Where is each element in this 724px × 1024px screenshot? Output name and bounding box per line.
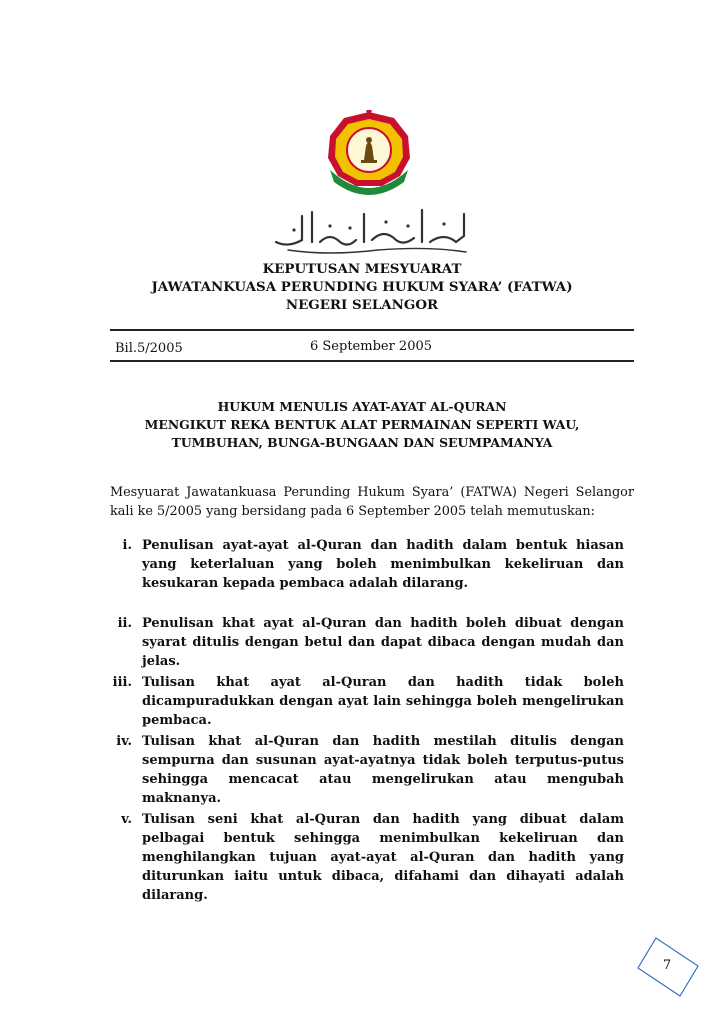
resolution-text: Penulisan ayat-ayat al-Quran dan hadith dalam bentuk hiasan yang keterlaluan yang boleh menimbulkan kekeliruan dan kesukaran kepada pembaca adalah dilarang.: [142, 538, 624, 591]
topic-line-2: MENGIKUT REKA BENTUK ALAT PERMAINAN SEPERTI WAU,: [144, 417, 580, 432]
mufti-selangor-emblem: [322, 110, 416, 200]
meeting-date: 6 September 2005: [310, 339, 433, 354]
resolution-number: ii.: [117, 616, 132, 631]
resolution-number: i.: [122, 538, 132, 553]
document-header: [0, 260, 724, 314]
topic-line-1: HUKUM MENULIS AYAT-AYAT AL-QURAN: [217, 399, 507, 414]
resolution-text: Penulisan khat ayat al-Quran dan hadith boleh dibuat dengan syarat ditulis dengan betul dan dapat dibaca dengan mudah dan jelas.: [142, 616, 624, 669]
topic-heading: [0, 398, 724, 452]
header-line-1: KEPUTUSAN MESYUARAT: [262, 261, 462, 277]
jawi-calligraphy-logo: [268, 202, 474, 256]
resolution-text: Tulisan khat ayat al-Quran dan hadith tidak boleh dicampuradukkan dengan ayat lain sehingga boleh mengelirukan pembaca.: [142, 675, 624, 728]
resolution-number: iv.: [116, 734, 132, 749]
top-rule: [110, 329, 634, 331]
resolution-number: v.: [121, 812, 132, 827]
page-number: 7: [662, 958, 672, 973]
resolution-text: Tulisan khat al-Quran dan hadith mestilah ditulis dengan sempurna dan susunan ayat-ayatnya tidak boleh terputus-putus sehingga mencacat atau mengelirukan atau mengubah maknanya.: [142, 734, 624, 806]
intro-paragraph: Mesyuarat Jawatankuasa Perunding Hukum Syara’ (FATWA) Negeri Selangor kali ke 5/2005 yang bersidang pada 6 September 2005 telah memutuskan:: [110, 485, 634, 519]
resolution-number: iii.: [112, 675, 132, 690]
bil-number: Bil.5/2005: [115, 341, 183, 356]
header-line-3: NEGERI SELANGOR: [285, 297, 439, 313]
bottom-rule: [110, 360, 634, 362]
header-line-2: JAWATANKUASA PERUNDING HUKUM SYARA’ (FATWA): [151, 279, 573, 295]
resolution-text: Tulisan seni khat al-Quran dan hadith yang dibuat dalam pelbagai bentuk sehingga menimbulkan kekeliruan dan menghilangkan tujuan ayat-ayat al-Quran dan hadith yang diturunkan iaitu untuk dibaca, difahami dan dihayati adalah dilarang.: [142, 812, 624, 903]
topic-line-3: TUMBUHAN, BUNGA-BUNGAAN DAN SEUMPAMANYA: [171, 435, 553, 450]
